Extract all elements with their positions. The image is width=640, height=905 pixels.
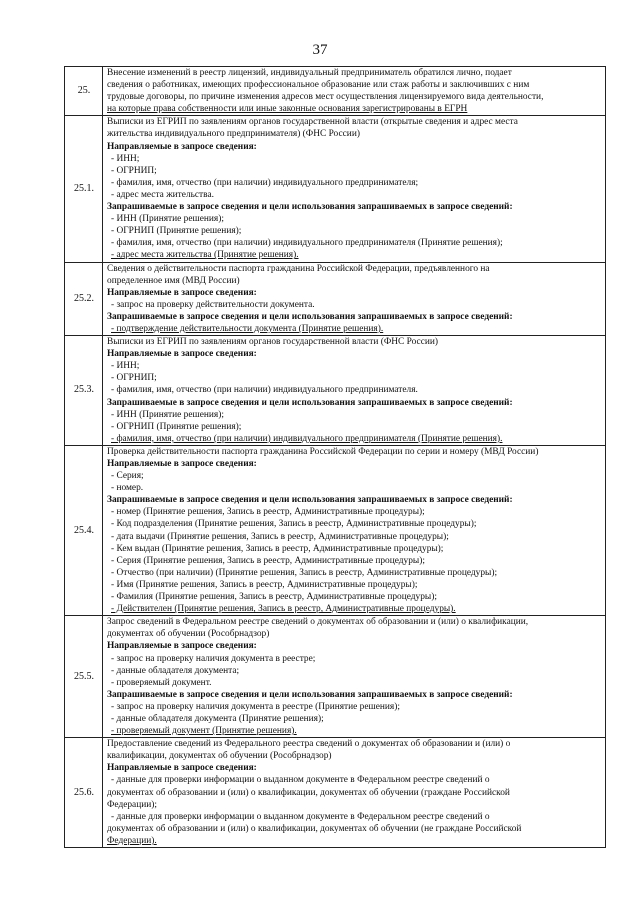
text-line: Предоставление сведений из Федерального реестра сведений о документах об образовании и (или) о [107,739,511,750]
row-number: 25.2. [65,262,103,336]
section-heading: Направляемые в запросе сведения: [107,459,257,469]
text-line: - ИНН; [111,153,140,164]
text-line: квалификации, документах об обучении (Рособрнадзор) [107,751,332,762]
section-heading: Запрашиваемые в запросе сведения и цели использования запрашиваемых в запросе сведений: [107,311,513,322]
section-heading: Запрашиваемые в запросе сведения и цели использования запрашиваемых в запросе сведений: [107,202,513,213]
text-line: Федерации); [107,799,158,810]
row-content [103,67,606,116]
row-number: 25.3. [65,336,103,446]
text-line: - данные для проверки информации о выданном документе в Федеральном реестре сведений о [111,811,490,822]
text-line: - фамилия, имя, отчество (при наличии) индивидуального предпринимателя (Принятие решения); [111,238,503,249]
text-line: - дата выдачи (Принятие решения, Запись в реестр, Административные процедуры); [111,531,449,542]
text-line: - ИНН (Принятие решения); [111,214,224,225]
text-line: - номер. [111,483,144,494]
table-row [65,738,606,848]
text-line: на которые права собственности или иные законные основания зарегистрированы в ЕГРН [107,104,468,115]
document-table [64,66,606,848]
section-heading: Направляемые в запросе сведения: [107,349,257,360]
text-line: - фамилия, имя, отчество (при наличии) индивидуального предпринимателя; [111,177,419,188]
row-content [103,116,606,262]
text-line: Запрос сведений в Федеральном реестре сведений о документах об образовании и (или) о квалификации, [107,617,529,628]
text-line: - запрос на проверку наличия документа в реестре; [111,653,316,664]
text-line: - данные обладателя документа (Принятие решения); [111,713,324,724]
text-line: Сведения о действительности паспорта гражданина Российской Федерации, предъявленного на [107,263,490,274]
text-line: - фамилия, имя, отчество (при наличии) индивидуального предпринимателя. [111,385,418,396]
text-line: - Отчество (при наличии) (Принятие решения, Запись в реестр, Административные процедуры); [111,567,498,578]
text-line: документах об обучении (Рособрнадзор) [107,629,270,640]
text-line: - Код подразделения (Принятие решения, Запись в реестр, Административные процедуры); [111,519,477,530]
text-line: - Действителен (Принятие решения, Запись в реестр, Административные процедуры). [111,604,456,615]
table-row [65,445,606,615]
text-line: трудовые договоры, по причине изменения адресов мест осуществления лицензируемого вида деятельности, [107,92,544,103]
table-row [65,616,606,738]
text-line: - ОГРНИП (Принятие решения); [111,421,242,432]
row-number: 25.1. [65,116,103,262]
table-row [65,67,606,116]
text-line: Выписки из ЕГРИП по заявлениям органов государственной власти (открытые сведения и адрес места [107,117,518,128]
text-line: документах об образовании и (или) о квалификации, документах об обучении (не граждане Российской [107,823,522,834]
text-line: документах об образовании и (или) о квалификации, документах об обучении (граждане Российской [107,787,510,798]
section-heading: Запрашиваемые в запросе сведения и цели использования запрашиваемых в запросе сведений: [107,495,513,506]
text-line: - ОГРНИП; [111,165,157,176]
text-line: - фамилия, имя, отчество (при наличии) индивидуального предпринимателя (Принятие решения). [111,433,503,444]
row-number: 25.6. [65,738,103,848]
table-row [65,336,606,446]
text-line: - ИНН; [111,361,140,372]
text-line: - адрес места жительства. [111,189,214,200]
row-content [103,738,606,848]
section-heading: Направляемые в запросе сведения: [107,287,257,298]
text-line: - запрос на проверку действительности документа. [111,299,315,310]
row-number: 25. [65,67,103,116]
text-line: - Фамилия (Принятие решения, Запись в реестр, Административные процедуры); [111,592,437,603]
row-content [103,336,606,446]
text-line: - подтверждение действительности документа (Принятие решения). [111,323,384,334]
section-heading: Направляемые в запросе сведения: [107,141,257,152]
text-line: - данные для проверки информации о выданном документе в Федеральном реестре сведений о [111,775,490,786]
section-heading: Направляемые в запросе сведения: [107,641,257,652]
text-line: - номер (Принятие решения, Запись в реестр, Административные процедуры); [111,507,425,518]
text-line: - Имя (Принятие решения, Запись в реестр, Административные процедуры); [111,579,418,590]
text-line: - адрес места жительства (Принятие решения). [111,250,299,261]
row-content [103,616,606,738]
text-line: - Серия; [111,471,144,482]
section-heading: Запрашиваемые в запросе сведения и цели использования запрашиваемых в запросе сведений: [107,689,513,700]
text-line: Выписки из ЕГРИП по заявлениям органов государственной власти (ФНС России) [107,337,439,348]
table-row [65,262,606,336]
text-line: - ИНН (Принятие решения); [111,409,224,420]
text-line: - данные обладателя документа; [111,665,240,676]
table-row [65,116,606,262]
text-line: определенное имя (МВД России) [107,275,240,286]
text-line: - ОГРНИП (Принятие решения); [111,226,242,237]
section-heading: Запрашиваемые в запросе сведения и цели использования запрашиваемых в запросе сведений: [107,397,513,408]
text-line: - ОГРНИП; [111,373,157,384]
text-line: - Кем выдан (Принятие решения, Запись в реестр, Административные процедуры); [111,543,444,554]
text-line: - проверяемый документ. [111,677,212,688]
row-number: 25.5. [65,616,103,738]
section-heading: Направляемые в запросе сведения: [107,763,257,774]
page-number: 37 [312,42,328,58]
row-content [103,262,606,336]
text-line: сведения о работниках, имеющих профессиональное образование или стаж работы и заключивших с ним [107,80,530,91]
text-line: - Серия (Принятие решения, Запись в реестр, Административные процедуры); [111,555,425,566]
text-line: Проверка действительности паспорта гражданина Российской Федерации по серии и номеру (МВД России) [107,446,539,457]
text-line: Внесение изменений в реестр лицензий, индивидуальный предприниматель обратился лично, подает [107,68,512,78]
row-number: 25.4. [65,445,103,615]
text-line: - проверяемый документ (Принятие решения). [111,726,297,737]
text-line: Федерации). [107,835,157,846]
text-line: - запрос на проверку наличия документа в реестре (Принятие решения); [111,701,400,712]
text-line: жительства индивидуального предпринимателя) (ФНС России) [107,129,360,140]
row-content [103,445,606,615]
document-table-body [65,67,606,848]
